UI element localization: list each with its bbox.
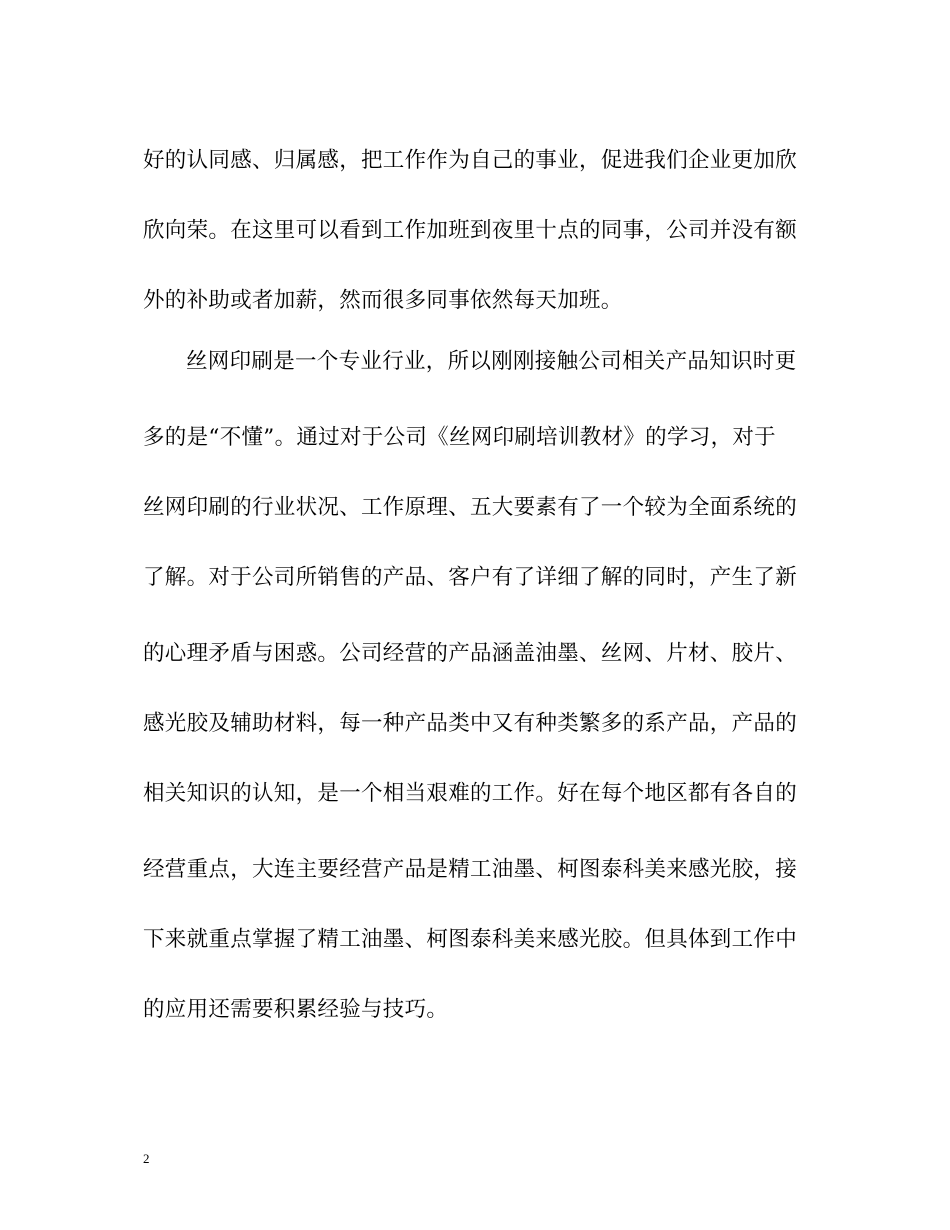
text-line: 多的是“不懂”。通过对于公司《丝网印刷培训教材》的学习，对于 xyxy=(143,425,776,450)
paragraph-first-line: 丝网印刷是一个专业行业，所以刚刚接触公司相关产品知识时更 xyxy=(186,349,797,374)
text-line: 相关知识的认知，是一个相当艰难的工作。好在每个地区都有各自的 xyxy=(143,781,798,806)
text-line: 经营重点，大连主要经营产品是精工油墨、柯图泰科美来感光胶，接 xyxy=(143,857,798,882)
text-line: 丝网印刷的行业状况、工作原理、五大要素有了一个较为全面系统的 xyxy=(143,495,798,520)
text-line: 下来就重点掌握了精工油墨、柯图泰科美来感光胶。但具体到工作中 xyxy=(143,927,798,952)
text-line: 欣向荣。在这里可以看到工作加班到夜里十点的同事，公司并没有额 xyxy=(143,218,798,243)
text-line: 的心理矛盾与困惑。公司经营的产品涵盖油墨、丝网、片材、胶片、 xyxy=(143,641,798,666)
text-line: 感光胶及辅助材料，每一种产品类中又有种类繁多的系产品，产品的 xyxy=(143,711,798,736)
page-number: 2 xyxy=(143,1151,150,1166)
text-line: 好的认同感、归属感，把工作作为自己的事业，促进我们企业更加欣 xyxy=(143,148,798,173)
text-line: 的应用还需要积累经验与技巧。 xyxy=(143,997,449,1022)
text-line: 了解。对于公司所销售的产品、客户有了详细了解的同时，产生了新 xyxy=(143,565,798,590)
text-line: 外的补助或者加薪，然而很多同事依然每天加班。 xyxy=(143,288,623,313)
